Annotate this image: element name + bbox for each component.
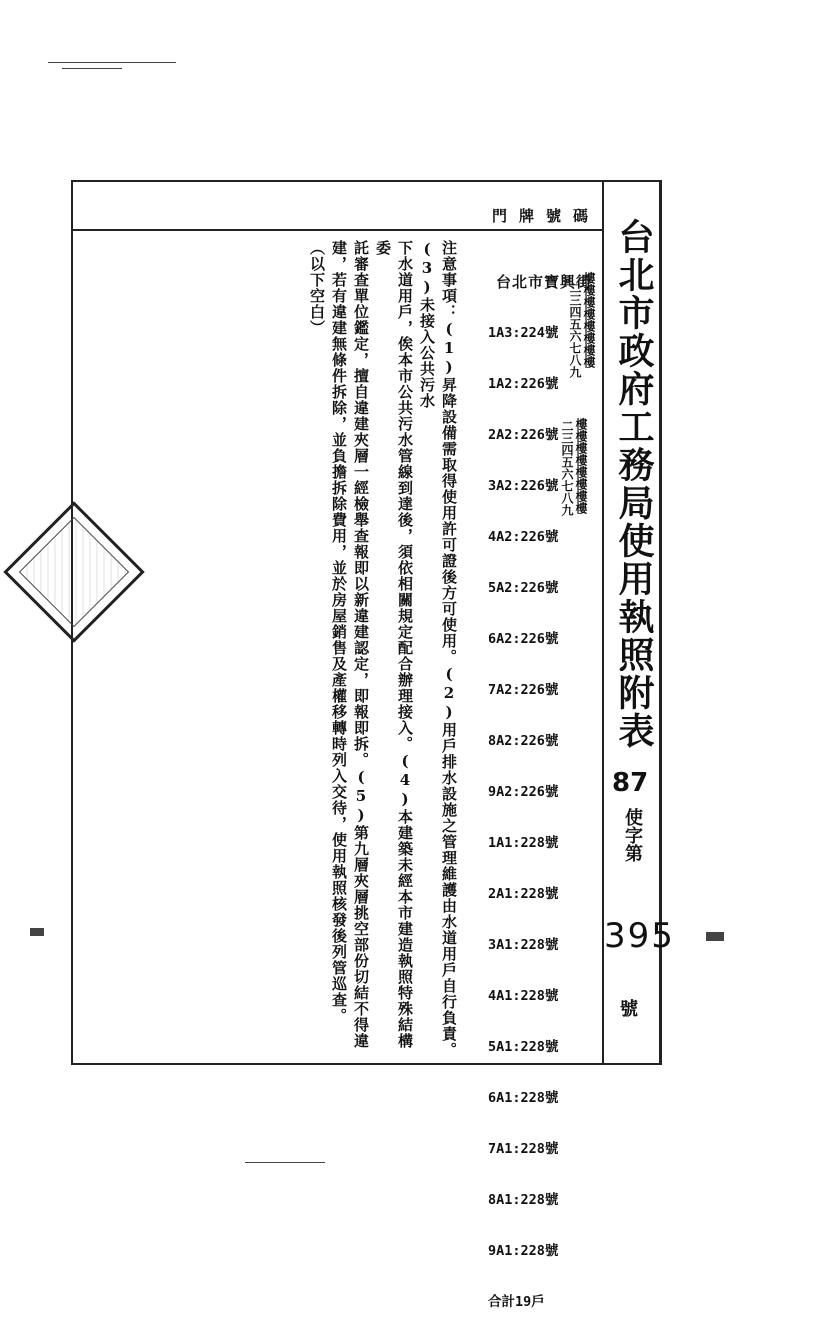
address-item: 5A1:228號 bbox=[488, 1039, 559, 1055]
address-list bbox=[488, 240, 592, 1328]
address-item: 8A2:226號 bbox=[488, 733, 559, 749]
document-title: 台北市政府工務局使用執照附表 bbox=[613, 218, 655, 750]
address-total: 合計19戶 bbox=[488, 1294, 545, 1310]
floor-labels-a1: 二三四五六七八九 bbox=[560, 420, 574, 516]
note-line-blank: （以下空白） bbox=[308, 240, 326, 336]
address-item: 3A1:228號 bbox=[488, 937, 559, 953]
scan-mark-top-left-2 bbox=[62, 68, 122, 69]
address-item: 6A1:228號 bbox=[488, 1090, 559, 1106]
header-row-divider bbox=[71, 229, 602, 231]
address-item: 1A2:226號 bbox=[488, 376, 559, 392]
floor-suffix-a1: 樓樓樓樓樓樓樓樓 bbox=[574, 418, 588, 514]
address-item: 9A2:226號 bbox=[488, 784, 559, 800]
note-line: 建，若有違建無條件拆除，並負擔拆除費用，並於房屋銷售及產權移轉時列入交待，使用執照核發後列管巡查。 bbox=[330, 240, 348, 1024]
note-line: 注意事項：(1)昇降設備需取得使用許可證後方可使用。(2)用戶排水設施之管理維護由水道用戶自行負責。(3)未接入公共污水 bbox=[418, 240, 458, 1058]
address-item: 9A1:228號 bbox=[488, 1243, 559, 1259]
address-item: 5A2:226號 bbox=[488, 580, 559, 596]
address-header-label: 門牌號碼 bbox=[492, 207, 601, 225]
scan-mark-top-left bbox=[48, 62, 176, 63]
note-line: 下水道用戶，俟本市公共污水管線到達後，須依相關規定配合辦理接入。(4)本建築未經本市建造執照特殊結構委 bbox=[374, 240, 414, 1049]
permit-year: 87 bbox=[612, 768, 649, 798]
notes-section bbox=[306, 240, 460, 1060]
scan-mark-bottom bbox=[245, 1162, 325, 1163]
permit-number-suffix: 號 bbox=[620, 999, 638, 1020]
address-item: 2A2:226號 bbox=[488, 427, 559, 443]
street-name: 台北市寶興街 bbox=[496, 273, 593, 291]
address-item: 7A1:228號 bbox=[488, 1141, 559, 1157]
note-line: 託審查單位鑑定，擅自違建夾層一經檢舉查報即以新違建認定，即報即拆。(5)第九層夾層挑空部份切結不得違 bbox=[352, 240, 370, 1049]
scan-mark-left-edge bbox=[30, 928, 44, 936]
permit-type-label: 使字第 bbox=[622, 808, 643, 862]
address-item: 1A1:228號 bbox=[488, 835, 559, 851]
address-item: 1A3:224號 bbox=[488, 325, 559, 341]
address-item: 6A2:226號 bbox=[488, 631, 559, 647]
address-item: 8A1:228號 bbox=[488, 1192, 559, 1208]
scan-mark-right bbox=[706, 932, 724, 941]
floor-labels-a2: 二三四五六七八九 bbox=[568, 282, 582, 378]
address-item: 2A1:228號 bbox=[488, 886, 559, 902]
address-item: 4A2:226號 bbox=[488, 529, 559, 545]
address-item: 3A2:226號 bbox=[488, 478, 559, 494]
permit-number: 395 bbox=[604, 916, 675, 956]
address-item: 4A1:228號 bbox=[488, 988, 559, 1004]
floor-suffix-a2: 樓樓樓樓樓樓樓樓 bbox=[582, 272, 596, 368]
address-item: 7A2:226號 bbox=[488, 682, 559, 698]
